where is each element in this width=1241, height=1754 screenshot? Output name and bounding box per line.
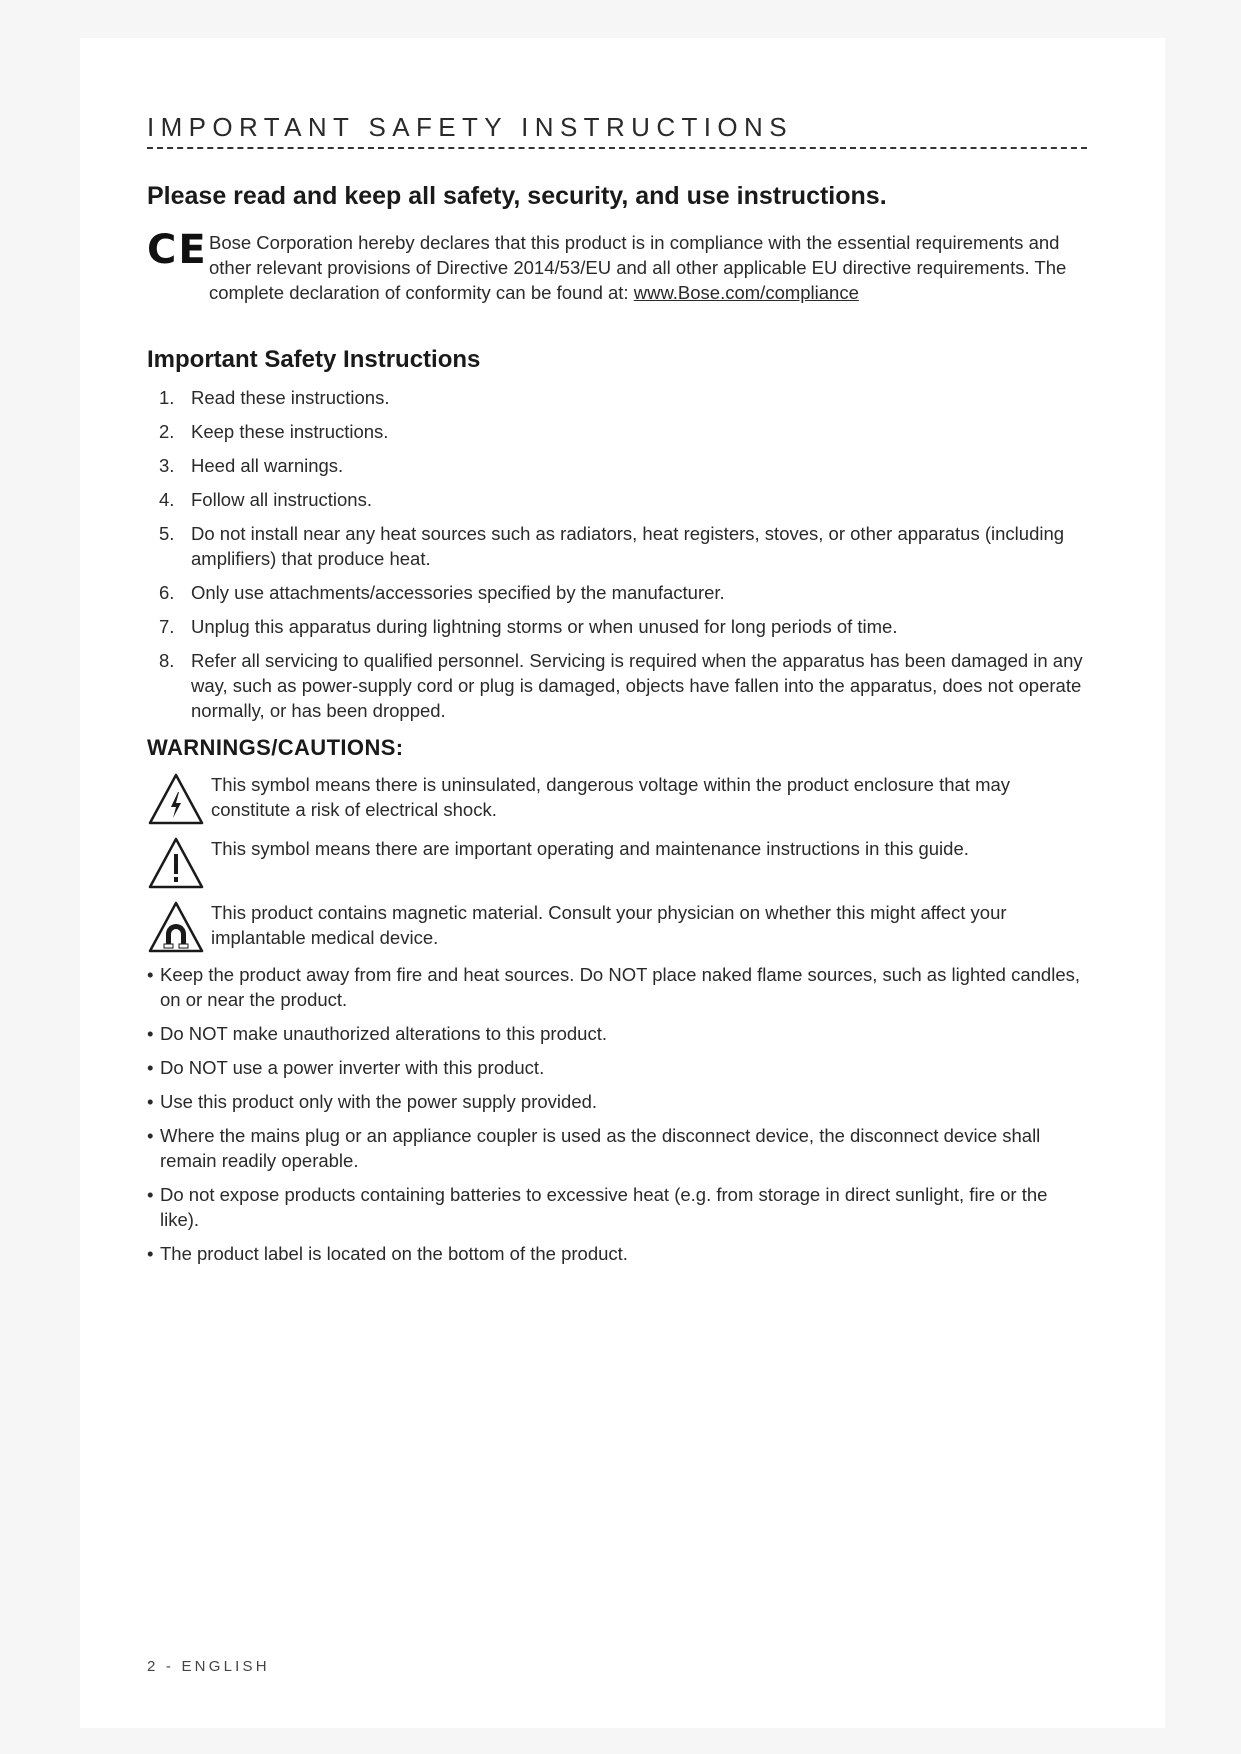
list-item bbox=[147, 419, 1087, 444]
list-item bbox=[147, 962, 1087, 1012]
electrical-shock-warning-icon bbox=[147, 772, 205, 826]
page-header-title: IMPORTANT SAFETY INSTRUCTIONS bbox=[147, 112, 793, 142]
item-text: Where the mains plug or an appliance coupler is used as the disconnect device, the disconnect device shall remain readily operable. bbox=[160, 1125, 1041, 1171]
magnetic-material-warning-icon bbox=[147, 900, 205, 954]
caution-exclamation-icon bbox=[147, 836, 205, 890]
item-text: Keep the product away from fire and heat sources. Do NOT place naked flame sources, such as lighted candles, on or near the product. bbox=[160, 964, 1081, 1010]
item-text: Keep these instructions. bbox=[191, 421, 389, 442]
list-item bbox=[147, 614, 1087, 639]
item-text: The product label is located on the bottom of the product. bbox=[160, 1243, 628, 1264]
list-item bbox=[147, 1021, 1087, 1046]
bullet: • bbox=[147, 1023, 154, 1044]
symbol-row-magnetic bbox=[147, 900, 1087, 954]
page-content bbox=[147, 112, 1087, 1275]
item-text: Unplug this apparatus during lightning storms or when unused for long periods of time. bbox=[191, 616, 898, 637]
item-text: Read these instructions. bbox=[191, 387, 390, 408]
list-item bbox=[147, 1182, 1087, 1232]
ce-declaration bbox=[147, 227, 1087, 305]
compliance-link[interactable]: www.Bose.com/compliance bbox=[633, 282, 859, 303]
symbol-description: This symbol means there is uninsulated, dangerous voltage within the product enclosure that may constitute a risk of electrical shock. bbox=[211, 774, 1011, 820]
item-text: Refer all servicing to qualified personnel. Servicing is required when the apparatus has been damaged in any way, such as power-supply cord or plug is damaged, objects have fallen into the apparatus, does not operate normally, or has been dropped. bbox=[191, 650, 1083, 721]
warning-bullet-list bbox=[147, 962, 1087, 1266]
bullet: • bbox=[147, 1184, 154, 1205]
list-item bbox=[147, 1089, 1087, 1114]
item-number: 3. bbox=[159, 455, 175, 476]
symbol-description: This product contains magnetic material. Consult your physician on whether this might affect your implantable medical device. bbox=[211, 902, 1007, 948]
bullet: • bbox=[147, 1243, 154, 1264]
list-item bbox=[147, 648, 1087, 723]
item-number: 8. bbox=[159, 650, 175, 671]
item-number: 5. bbox=[159, 523, 175, 544]
symbol-description: This symbol means there are important operating and maintenance instructions in this guide. bbox=[211, 838, 969, 859]
instruction-list bbox=[147, 385, 1087, 723]
item-text: Heed all warnings. bbox=[191, 455, 344, 476]
item-text: Do not install near any heat sources such as radiators, heat registers, stoves, or other apparatus (including amplifiers) that produce heat. bbox=[191, 523, 1065, 569]
symbol-row-caution bbox=[147, 836, 1087, 890]
page-footer: 2 - ENGLISH bbox=[147, 1658, 270, 1675]
ce-declaration-body: Bose Corporation hereby declares that this product is in compliance with the essential requirements and other relevant provisions of Directive 2014/53/EU and all other applicable EU directive requirements. The complete declaration of conformity can be found at: bbox=[209, 232, 1067, 303]
item-text: Do NOT use a power inverter with this product. bbox=[160, 1057, 545, 1078]
section-title: Important Safety Instructions bbox=[147, 346, 481, 373]
item-number: 6. bbox=[159, 582, 175, 603]
list-item bbox=[147, 487, 1087, 512]
item-number: 2. bbox=[159, 421, 175, 442]
bullet: • bbox=[147, 1057, 154, 1078]
item-text: Use this product only with the power supply provided. bbox=[160, 1091, 598, 1112]
warnings-title: WARNINGS/CAUTIONS: bbox=[147, 735, 404, 760]
item-text: Do NOT make unauthorized alterations to this product. bbox=[160, 1023, 607, 1044]
bullet: • bbox=[147, 1091, 154, 1112]
list-item bbox=[147, 1123, 1087, 1173]
list-item bbox=[147, 1055, 1087, 1080]
lead-statement: Please read and keep all safety, security, and use instructions. bbox=[147, 182, 887, 210]
header-dashed-divider bbox=[147, 147, 1087, 149]
item-number: 7. bbox=[159, 616, 175, 637]
symbol-row-electrical bbox=[147, 772, 1087, 826]
item-text: Do not expose products containing batteries to excessive heat (e.g. from storage in direct sunlight, fire or the like). bbox=[160, 1184, 1048, 1230]
ce-mark-icon: CE bbox=[147, 227, 208, 273]
list-item bbox=[147, 385, 1087, 410]
ce-declaration-text bbox=[209, 230, 1087, 305]
bullet: • bbox=[147, 1125, 154, 1146]
item-text: Only use attachments/accessories specified by the manufacturer. bbox=[191, 582, 725, 603]
item-number: 1. bbox=[159, 387, 175, 408]
item-number: 4. bbox=[159, 489, 175, 510]
item-text: Follow all instructions. bbox=[191, 489, 372, 510]
list-item bbox=[147, 580, 1087, 605]
list-item bbox=[147, 521, 1087, 571]
list-item bbox=[147, 453, 1087, 478]
list-item bbox=[147, 1241, 1087, 1266]
bullet: • bbox=[147, 964, 154, 985]
